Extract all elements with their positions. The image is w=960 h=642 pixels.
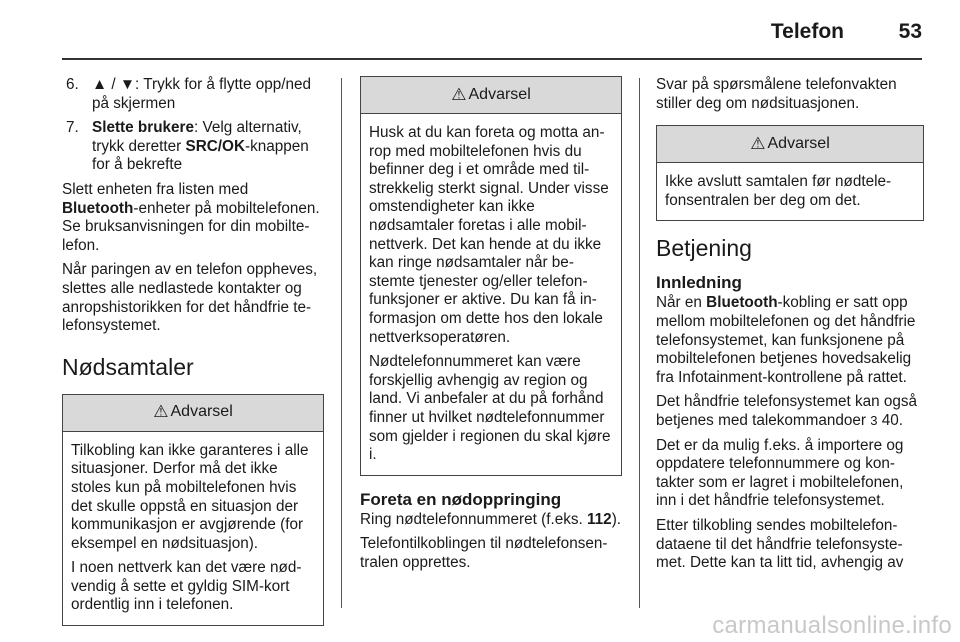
warning-header [63,395,323,432]
page-number: 53 [898,20,922,43]
warning-body: Ikke avslutt samtalen før nødtelefonsentralen ber deg om det. [665,173,892,209]
paragraph: Når en Bluetooth-kobling er satt opp mellom mobiltelefonen og det håndfrie telefonsystemet, kan funksjonene på mobiltelefonen betjenes hovedsakelig fra Infotainment-kontrollene på rattet. [656,294,916,386]
column-1 [62,76,324,636]
paragraph: Det håndfrie telefonsystemet kan også betjenes med talekommandoer 3 40. [656,393,918,429]
section-heading: Nødsamtaler [62,353,194,380]
section-heading: Betjening [656,235,752,262]
paragraph: Etter tilkobling sendes mobiltelefondataene til det håndfrie telefonsystemet. Dette kan ta litt tid, avhengig av [656,516,904,572]
paragraph: Svar på spørsmålene telefonvakten stiller deg om nødsituasjonen. [656,76,897,112]
warning-box [656,125,924,221]
page-header [62,18,922,48]
warning-icon: ⚠ [750,133,766,153]
warning-icon: ⚠ [451,84,467,104]
warning-title: Advarsel [767,134,830,152]
warning-body: Tilkobling kan ikke garanteres i alle situasjoner. Derfor må det ikke stoles kun på mobiltelefonen hvis det skulle oppstå en situasjon der kommunikasjon er avgjørende (for eksempel en nødsituasjon). I noen nettverk kan det være nødvendig å sette et gyldig SIM-kort ordentlig inn i telefonen. [71,441,309,614]
step-button-name: SRC/OK [185,137,246,155]
step-keyword: Slette brukere [92,119,195,137]
step-number: 6. [66,76,79,93]
warning-header [657,126,923,163]
header-rule [62,58,922,60]
page-reference[interactable]: 40. [877,411,904,429]
warning-icon: ⚠ [153,402,169,422]
step-text: ▲ / ▼: Trykk for å flytte opp/ned på skjermen [92,76,312,112]
warning-box [62,394,324,626]
subsection-heading: Foreta en nødoppringing [360,489,562,509]
column-divider-left [341,78,342,608]
warning-title: Advarsel [170,403,233,421]
column-3 [656,76,924,579]
column-2 [360,76,622,578]
warning-body: Husk at du kan foreta og motta anrop med mobiltelefonen hvis du befinner deg i et område med tilstrekkelig sterkt signal. Under visse omstendigheter kan ikke nødsamtaler foretas i alle mobilnettverk. Det kan hende at du ikke kan ringe nødsamtaler når bestemte tjenester og/eller telefonfunksjoner er aktive. Du kan få informasjon om dette hos den lokale nettverksoperatøren. Nødtelefonnummeret kan være forskjellig avhengig av region og land. Vi anbefaler at du på forhånd finner ut hvilket nødtelefonnummer som gjelder i regionen du skal kjøre i. [369,124,611,464]
watermark: carmanualsonline.info [712,612,952,639]
page-title: Telefon [770,20,844,43]
step-6 [62,76,324,113]
column-divider-right [639,78,640,608]
subsection-heading: Innledning [656,273,742,293]
paragraph: Når paringen av en telefon oppheves, slettes alle nedlastede kontakter og anropshistorikken for det håndfrie telefonsystemet. [62,261,318,335]
step-number: 7. [66,119,79,137]
paragraph: Ring nødtelefonnummeret (f.eks. 112). [360,510,622,528]
step-7 [62,119,324,175]
warning-title: Advarsel [468,85,531,103]
paragraph: Telefontilkoblingen til nødtelefonsentralen opprettes. [360,535,608,571]
paragraph: Det er da mulig f.eks. å importere og oppdatere telefonnummere og kontakter som er lagret i mobiltelefonen, inn i det håndfrie telefonsystemet. [656,436,904,510]
step-text: Slette brukere: Velg alternativ, trykk deretter SRC/OK-knappen for å bekrefte [92,119,309,174]
warning-box [360,76,622,476]
page-reference-icon: 3 [870,412,878,428]
paragraph: Slett enheten fra listen med Bluetooth-enheter på mobiltelefonen. Se bruksanvisningen for din mobiltelefon. [62,180,320,254]
warning-header [361,77,621,114]
